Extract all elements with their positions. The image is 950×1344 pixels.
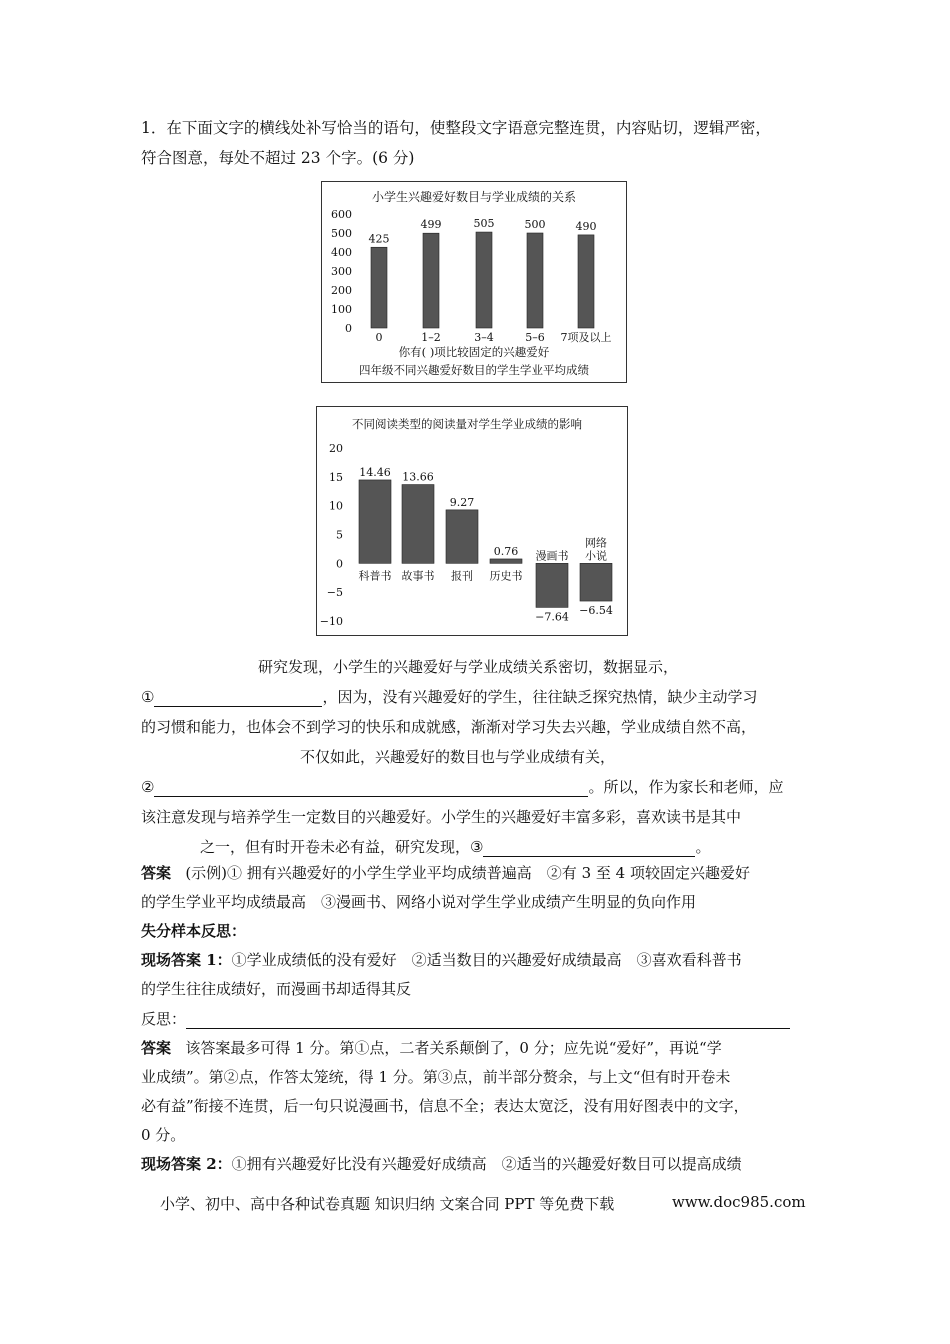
chart2-y-tick: 20 bbox=[329, 442, 343, 455]
chart1-y-tick: 400 bbox=[331, 246, 352, 259]
chart1-value-label: 500 bbox=[524, 218, 546, 231]
answer2-line-3: 必有益”衔接不连贯，后一句只说漫画书，信息不全；表达太宽泛，没有用好图表中的文字， bbox=[141, 1097, 749, 1115]
chart2-category-label: 小说 bbox=[585, 549, 607, 563]
chart2-bar bbox=[536, 563, 568, 607]
chart1-caption: 四年级不同兴趣爱好数目的学生学业平均成绩 bbox=[359, 363, 589, 377]
chart2-value-label: −6.54 bbox=[579, 604, 613, 618]
footer-url[interactable]: www.doc985.com bbox=[672, 1193, 806, 1211]
passage-line-2-text: ，因为，没有兴趣爱好的学生，往往缺乏探究热情，缺少主动学习 bbox=[322, 688, 758, 706]
chart2-category-label: 故事书 bbox=[401, 569, 435, 583]
answer-text-1: (示例)① 拥有兴趣爱好的小学生学业平均成绩普遍高 ②有 3 至 4 项较固定兴趣爱好 bbox=[185, 864, 750, 882]
chart1-bar bbox=[371, 247, 387, 328]
question-line-2: 符合图意，每处不超过 23 个字。(6 分) bbox=[141, 149, 415, 167]
passage-line-5 bbox=[141, 776, 783, 797]
chart2-bar bbox=[402, 485, 434, 564]
answer2-label: 答案 bbox=[141, 1039, 172, 1057]
chart2-value-label: −7.64 bbox=[535, 610, 569, 624]
sample1-text-1: ①学业成绩低的没有爱好 ②适当数目的兴趣爱好成绩最高 ③喜欢看科普书 bbox=[231, 951, 742, 969]
chart1-y-tick: 500 bbox=[331, 227, 352, 240]
chart-reading-type bbox=[316, 406, 628, 636]
answer2-line-1 bbox=[141, 1037, 722, 1058]
chart2-y-tick: 15 bbox=[329, 470, 343, 484]
chart2-value-label: 0.76 bbox=[493, 544, 519, 558]
passage-line-7 bbox=[200, 836, 710, 857]
chart2-y-tick: 0 bbox=[336, 557, 343, 571]
answer-label: 答案 bbox=[141, 864, 172, 882]
chart2-bar bbox=[446, 510, 478, 563]
chart1-category-label: 1–2 bbox=[421, 331, 441, 344]
chart2-title: 不同阅读类型的阅读量对学生学业成绩的影响 bbox=[352, 417, 582, 431]
blank-2-marker: ② bbox=[141, 778, 155, 796]
sample2-line bbox=[141, 1153, 742, 1174]
chart2-category-label: 漫画书 bbox=[535, 549, 569, 563]
chart2-bar bbox=[359, 480, 391, 563]
chart1-y-tick: 200 bbox=[331, 284, 352, 297]
chart1-y-tick: 0 bbox=[345, 322, 352, 335]
chart2-category-label: 报刊 bbox=[451, 569, 473, 583]
passage-line-6: 该注意发现与培养学生一定数目的兴趣爱好。小学生的兴趣爱好丰富多彩，喜欢读书是其中 bbox=[141, 808, 742, 826]
passage-line-7-end: 。 bbox=[695, 838, 711, 856]
answer-line-2: 的学生学业平均成绩最高 ③漫画书、网络小说对学生学业成绩产生明显的负向作用 bbox=[141, 893, 697, 911]
blank-2[interactable] bbox=[154, 781, 588, 797]
chart2-y-tick: 10 bbox=[329, 499, 343, 513]
chart1-y-tick: 600 bbox=[331, 208, 352, 221]
passage-line-3: 的习惯和能力，也体会不到学习的快乐和成就感，渐渐对学习失去兴趣，学业成绩自然不高， bbox=[141, 718, 757, 736]
passage-line-7-text: 之一，但有时开卷未必有益，研究发现，③ bbox=[200, 838, 484, 856]
question-line-1: 1．在下面文字的横线处补写恰当的语句，使整段文字语意完整连贯，内容贴切，逻辑严密， bbox=[141, 119, 771, 137]
chart1-x-label: 你有( )项比较固定的兴趣爱好 bbox=[398, 345, 550, 359]
chart2-category-label: 历史书 bbox=[489, 569, 523, 583]
sample1-line-1 bbox=[141, 949, 742, 970]
chart2-y-tick: 5 bbox=[336, 528, 343, 542]
chart2-bar bbox=[580, 563, 612, 601]
blank-1-marker: ① bbox=[141, 688, 155, 706]
chart1-bar bbox=[476, 232, 492, 328]
sample1-reflect bbox=[141, 1008, 790, 1029]
passage-line-1: 研究发现，小学生的兴趣爱好与学业成绩关系密切，数据显示， bbox=[258, 658, 679, 676]
sample1-reflect-label: 反思： bbox=[141, 1010, 187, 1028]
answer2-text-1: 该答案最多可得 1 分。第①点，二者关系颠倒了，0 分；应先说“爱好”，再说“学 bbox=[185, 1039, 722, 1057]
chart2-value-label: 14.46 bbox=[359, 465, 391, 479]
blank-3[interactable] bbox=[483, 841, 695, 857]
blank-1[interactable] bbox=[154, 691, 322, 707]
chart1-bar bbox=[423, 233, 439, 328]
chart1-bar bbox=[527, 233, 543, 328]
sample2-label: 现场答案 2： bbox=[141, 1155, 232, 1173]
sample2-text: ①拥有兴趣爱好比没有兴趣爱好成绩高 ②适当的兴趣爱好数目可以提高成绩 bbox=[231, 1155, 742, 1173]
chart2-y-tick: −5 bbox=[326, 586, 343, 600]
chart1-value-label: 505 bbox=[473, 217, 495, 231]
chart-reading-type-svg bbox=[317, 407, 627, 635]
chart1-value-label: 425 bbox=[368, 232, 390, 246]
reflection-blank[interactable] bbox=[186, 1013, 790, 1029]
chart1-category-label: 7项及以上 bbox=[560, 331, 612, 344]
chart1-category-label: 0 bbox=[375, 331, 383, 344]
reflection-heading: 失分样本反思： bbox=[141, 922, 247, 940]
chart1-y-tick: 100 bbox=[331, 303, 352, 316]
answer2-line-2: 业成绩”。第②点，作答太笼统，得 1 分。第③点，前半部分赘余，与上文“但有时开卷未 bbox=[141, 1068, 731, 1086]
chart1-value-label: 499 bbox=[420, 218, 442, 232]
sample1-line-2: 的学生往往成绩好，而漫画书却适得其反 bbox=[141, 980, 412, 998]
chart1-category-label: 3–4 bbox=[474, 331, 494, 344]
chart2-value-label: 9.27 bbox=[449, 495, 475, 509]
chart1-category-label: 5–6 bbox=[525, 331, 545, 344]
chart-hobby-count-svg bbox=[322, 182, 626, 382]
chart2-category-label: 科普书 bbox=[358, 569, 392, 583]
chart1-value-label: 490 bbox=[575, 219, 597, 233]
chart1-bar bbox=[578, 235, 594, 328]
sample1-label: 现场答案 1： bbox=[141, 951, 232, 969]
passage-line-5-text: 。所以，作为家长和老师，应 bbox=[588, 778, 784, 796]
passage-line-2 bbox=[141, 686, 757, 707]
chart1-title: 小学生兴趣爱好数目与学业成绩的关系 bbox=[371, 190, 577, 204]
footer-text: 小学、初中、高中各种试卷真题 知识归纳 文案合同 PPT 等免费下载 bbox=[160, 1195, 615, 1213]
chart2-bar bbox=[490, 559, 522, 563]
answer2-line-4: 0 分。 bbox=[141, 1126, 186, 1144]
passage-line-4: 不仅如此，兴趣爱好的数目也与学业成绩有关， bbox=[300, 748, 616, 766]
chart2-value-label: 13.66 bbox=[402, 470, 434, 484]
chart2-y-tick: −10 bbox=[319, 615, 343, 628]
chart-hobby-count bbox=[321, 181, 627, 383]
chart1-y-tick: 300 bbox=[331, 265, 352, 278]
chart2-category-label: 网络 bbox=[585, 536, 607, 550]
answer-line-1 bbox=[141, 862, 750, 883]
